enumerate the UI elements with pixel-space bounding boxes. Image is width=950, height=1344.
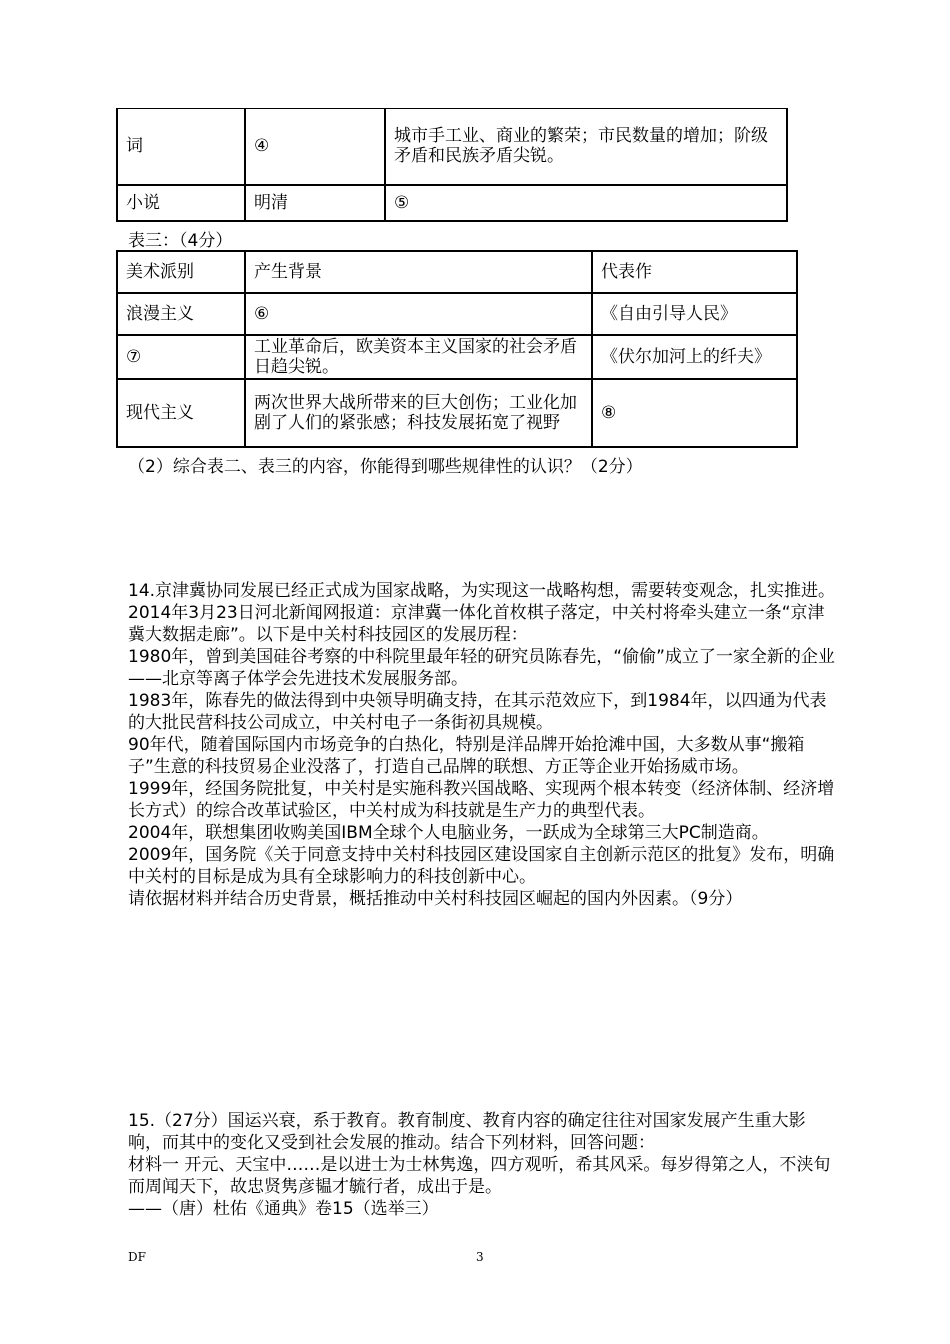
table-header-row — [117, 251, 797, 293]
table-cell: ④ — [245, 109, 385, 185]
paragraph: 请依据材料并结合历史背景，概括推动中关村科技园区崛起的国内外因素。（9分） — [128, 889, 743, 909]
footer-label: DF — [128, 1250, 146, 1264]
table-two-continued — [116, 108, 788, 222]
paragraph: 2014年3月23日河北新闻网报道：京津冀一体化首枚棋子落定，中关村将牵头建立一条“京津冀大数据走廊”。以下是中关村科技园区的发展历程： — [128, 603, 825, 645]
paragraph: 1983年，陈春先的做法得到中央领导明确支持，在其示范效应下，到1984年，以四通为代表的大批民营科技公司成立，中关村电子一条街初具规模。 — [128, 691, 827, 733]
table-row — [117, 109, 787, 185]
table-cell: 城市手工业、商业的繁荣；市民数量的增加；阶级矛盾和民族矛盾尖锐。 — [385, 109, 787, 185]
table-cell: 词 — [117, 109, 245, 185]
paragraph: 1980年，曾到美国硅谷考察的中科院里最年轻的研究员陈春先，“偷偷”成立了一家全新的企业——北京等离子体学会先进技术发展服务部。 — [128, 647, 835, 689]
table-three-caption: 表三：（4分） — [128, 231, 233, 251]
paragraph: 15.（27分）国运兴衰，系于教育。教育制度、教育内容的确定往往对国家发展产生重大影响，而其中的变化又受到社会发展的推动。结合下列材料，回答问题： — [128, 1111, 806, 1153]
table-cell: ⑤ — [385, 185, 787, 221]
paragraph: 90年代，随着国际国内市场竞争的白热化，特别是洋品牌开始抢滩中国，大多数从事“搬箱子”生意的科技贸易企业没落了，打造自己品牌的联想、方正等企业开始扬威市场。 — [128, 735, 805, 777]
table-row — [117, 379, 797, 447]
table-cell: 工业革命后，欧美资本主义国家的社会矛盾日趋尖锐。 — [245, 335, 592, 379]
column-header: 产生背景 — [245, 251, 592, 293]
question-15 — [128, 1110, 838, 1220]
table-row — [117, 185, 787, 221]
question-14 — [128, 580, 838, 910]
table-cell: 小说 — [117, 185, 245, 221]
question-13-part-2: （2）综合表二、表三的内容，你能得到哪些规律性的认识？（2分） — [128, 457, 643, 477]
table-cell: 《自由引导人民》 — [592, 293, 797, 335]
paragraph: 14.京津冀协同发展已经正式成为国家战略，为实现这一战略构想，需要转变观念，扎实推进。 — [128, 581, 836, 601]
table-row — [117, 335, 797, 379]
table-cell: 浪漫主义 — [117, 293, 245, 335]
paragraph: ——（唐）杜佑《通典》卷15（选举三） — [128, 1199, 439, 1219]
table-cell: 现代主义 — [117, 379, 245, 447]
table-row — [117, 293, 797, 335]
paragraph: 2004年，联想集团收购美国IBM全球个人电脑业务，一跃成为全球第三大PC制造商。 — [128, 823, 769, 843]
column-header: 代表作 — [592, 251, 797, 293]
paragraph: 材料一 开元、天宝中……是以进士为士林隽逸，四方观听，希其风采。每岁得第之人，不浃旬而周闻天下，故忠贤隽彦韫才毓行者，成出于是。 — [128, 1155, 831, 1197]
table-cell: ⑦ — [117, 335, 245, 379]
table-cell: ⑥ — [245, 293, 592, 335]
table-three — [116, 250, 798, 448]
column-header: 美术派别 — [117, 251, 245, 293]
paragraph: 2009年，国务院《关于同意支持中关村科技园区建设国家自主创新示范区的批复》发布，明确中关村的目标是成为具有全球影响力的科技创新中心。 — [128, 845, 835, 887]
table-cell: ⑧ — [592, 379, 797, 447]
page-number: 3 — [476, 1250, 484, 1264]
table-cell: 明清 — [245, 185, 385, 221]
table-cell: 两次世界大战所带来的巨大创伤；工业化加剧了人们的紧张感；科技发展拓宽了视野 — [245, 379, 592, 447]
table-cell: 《伏尔加河上的纤夫》 — [592, 335, 797, 379]
paragraph: 1999年，经国务院批复，中关村是实施科教兴国战略、实现两个根本转变（经济体制、经济增长方式）的综合改革试验区，中关村成为科技就是生产力的典型代表。 — [128, 779, 835, 821]
